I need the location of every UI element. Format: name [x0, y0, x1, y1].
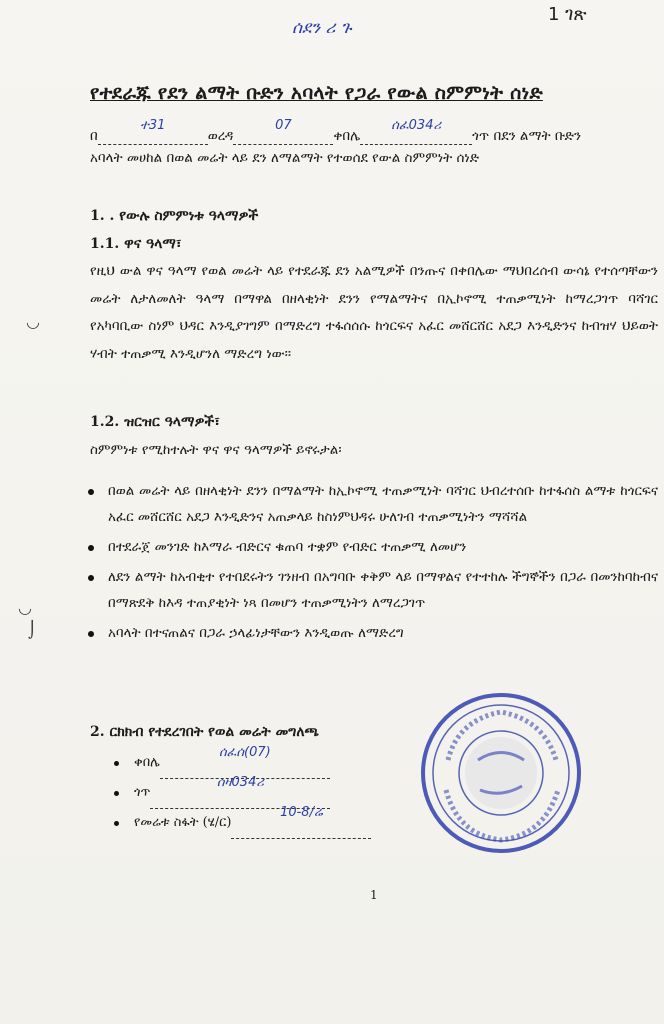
objectives-list	[86, 478, 658, 650]
intro-line-1: በ ተ31 ወረዳ 07 ቀበሌ ሰፈ034ሪ ጎጥ በደን ልማት ቡድን	[90, 118, 582, 144]
punch-hole-mark: ◡	[18, 598, 32, 617]
page-number: 1	[370, 888, 378, 902]
list-item: በወል መሬት ላይ በዘላቂነት ደንን በማልማት ከኢኮኖሚ ተጠቃሚነት ባሻገር ህብረተሰቡ ከተፋሰስ ልማቱ ከጎርፍና አፈር መሸርሸር አደጋ እንዲድንና አጠቃላይ ከስነምህዳሩ ሁለገብ ተጠቃሚነትን ማሻሻል	[86, 478, 658, 530]
list-item: አባላት በተናጠልና በጋራ ኃላፊነታቸውን እንዲወጡ ለማድረግ	[86, 620, 658, 646]
land-item-got: ጎጥ ሰዛ034ሪ	[112, 778, 371, 808]
official-stamp	[418, 690, 584, 856]
section-2-heading: 2. ርክክብ የተደረገበት የወል መሬት መግለጫ	[90, 724, 319, 740]
punch-hole-mark: ◡	[26, 312, 40, 331]
section-1-2-intro: ስምምነቱ የሚከተሉት ዋና ዋና ዓላማዎች ይኖሩታል፡	[90, 442, 342, 458]
land-item-kebele: ቀበሌ ሰፈሰ(07)	[112, 748, 371, 778]
zone-blank: ተ31	[98, 128, 208, 145]
kebele-blank: ሰፈ034ሪ	[360, 128, 472, 145]
list-item: ለደን ልማት ከአብቂተ የተበደሩትን ገንዘብ በአግባቡ ቀቅም ላይ በማዋልና የተተከሉ ችግኞችን በጋራ በመንከባከብና በማጽደቅ ከእዳ ተጠያቂነት ነጻ በመሆን ተጠቃሚነትን ለማረጋገጥ	[86, 564, 658, 616]
list-item: በተደራጀ መንገድ ከእማራ ብድርና ቁጠባ ተቋም የብድር ተጠቃሚ ለመሆን	[86, 534, 658, 560]
handwritten-note-top-right: 1 ገጽ	[548, 4, 587, 25]
land-details-list	[112, 745, 371, 838]
document-title: የተደራጁ የደን ልማት ቡድን አባላት የጋራ የውል ስምምነት ሰነድ	[90, 82, 543, 104]
punch-hole-mark: ⌡	[28, 620, 37, 639]
section-1-1-paragraph: የዚህ ውል ዋና ዓላማ የወል መሬት ላይ የተደራጁ ደን አልሚዎች በንጡና በቀበሌው ማህበረሰብ ውሳኔ የተሰጣቸውን መሬት ለታለመለት ዓላማ በማዋል በዘላቂነት ደንን የማልማትና በኢኮኖሚ ተጠቃሚነት ከማረጋገጥ ባሻገር የአካባቢው ስነም ህዳር እንዲያገግም በማድረግ ተፋሰሰሱ ከጎርፍና አፈር መሸርሸር አደጋ እንዲድንና ከብዝሃ ህይወት ሃብት ተጠቃሚ እንዲሆንለ ማድረግ ነው፡፡	[90, 263, 658, 362]
section-1-1-heading: 1.1. ዋና ዓላማ፣	[90, 236, 182, 252]
section-1-2-heading: 1.2. ዝርዝር ዓላማዎች፣	[90, 414, 220, 430]
handwritten-note-top-left: ሰደን ሪ ጉ	[292, 18, 352, 38]
intro-line-2: አባላት መሀከል በወል መሬት ላይ ደን ለማልማት የተወሰደ የውል ስምምነት ሰነድ	[90, 150, 480, 166]
land-item-area: የመሬቱ ስፋት (ሄ/ር) 10-8/ሬ	[112, 808, 371, 838]
section-1-heading: 1. . የውሉ ስምምነቱ ዓላማዎች	[90, 208, 259, 224]
woreda-blank: 07	[233, 128, 333, 145]
